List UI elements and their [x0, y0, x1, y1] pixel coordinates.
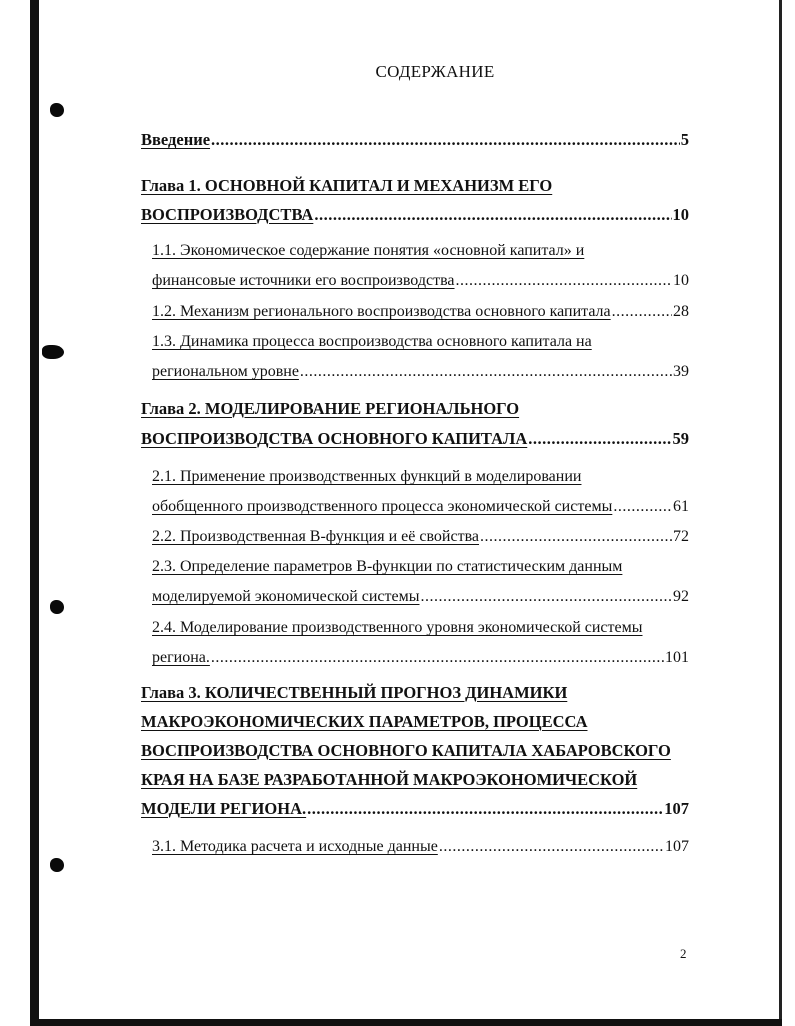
punch-hole-mark	[50, 858, 64, 872]
toc-entry-title: моделируемой экономической системы	[152, 588, 420, 605]
toc-chapter-2[interactable]	[141, 428, 689, 450]
toc-page-number: 39	[673, 363, 689, 380]
toc-entry-title: 1.2. Механизм регионального воспроизводства основного капитала	[152, 303, 611, 320]
toc-chapter-3[interactable]	[141, 798, 689, 820]
toc-section-2-4-title[interactable]: 2.4. Моделирование производственного уровня экономической системы	[152, 619, 643, 636]
toc-section-1-1-title[interactable]: 1.1. Экономическое содержание понятия «основной капитал» и	[152, 242, 585, 259]
toc-entry-title: МОДЕЛИ РЕГИОНА.	[141, 799, 307, 818]
toc-entry-title: ВОСПРОИЗВОДСТВА	[141, 205, 314, 224]
page-title: СОДЕРЖАНИЕ	[375, 62, 495, 81]
toc-entry-title: региональном уровне	[152, 363, 299, 380]
scan-border-bottom	[30, 1019, 782, 1026]
toc-leader-dots	[211, 647, 664, 669]
toc-leader-dots	[480, 526, 672, 548]
toc-page-number: 28	[673, 303, 689, 320]
toc-page-number: 10	[672, 205, 689, 224]
toc-chapter-3-title-line-4[interactable]: КРАЯ НА БАЗЕ РАЗРАБОТАННОЙ МАКРОЭКОНОМИЧЕСКОЙ	[141, 770, 638, 789]
toc-entry-title: 3.1. Методика расчета и исходные данные	[152, 838, 438, 855]
toc-section-1-1[interactable]	[152, 270, 689, 292]
toc-entry-title: финансовые источники его воспроизводства	[152, 272, 455, 289]
toc-section-2-3[interactable]	[152, 586, 689, 608]
toc-chapter-3-title-line-1[interactable]: Глава 3. КОЛИЧЕСТВЕННЫЙ ПРОГНОЗ ДИНАМИКИ	[141, 683, 568, 702]
toc-section-2-1[interactable]	[152, 496, 689, 518]
toc-leader-dots	[456, 270, 672, 292]
toc-section-3-1[interactable]	[152, 836, 689, 858]
page-number: 2	[680, 946, 687, 961]
toc-chapter-1[interactable]	[141, 204, 689, 226]
toc-entry-title: региона.	[152, 649, 210, 666]
toc-section-1-3[interactable]	[152, 361, 689, 383]
toc-page-number: 72	[673, 528, 689, 545]
toc-chapter-2-title[interactable]: Глава 2. МОДЕЛИРОВАНИЕ РЕГИОНАЛЬНОГО	[141, 399, 520, 418]
toc-chapter-3-title-line-3[interactable]: ВОСПРОИЗВОДСТВА ОСНОВНОГО КАПИТАЛА ХАБАРОВСКОГО	[141, 741, 671, 760]
toc-leader-dots	[300, 361, 672, 383]
toc-section-2-2[interactable]	[152, 526, 689, 548]
toc-section-1-2[interactable]	[152, 301, 689, 323]
toc-leader-dots	[421, 586, 673, 608]
toc-entry-intro[interactable]	[141, 129, 689, 151]
toc-section-1-3-title[interactable]: 1.3. Динамика процесса воспроизводства основного капитала на	[152, 333, 592, 350]
punch-hole-mark	[50, 600, 64, 614]
toc-page-number: 61	[673, 498, 689, 515]
toc-entry-title: Введение	[141, 130, 211, 149]
toc-leader-dots	[528, 428, 671, 450]
toc-page-number: 59	[672, 429, 689, 448]
punch-hole-mark	[42, 345, 64, 359]
toc-leader-dots	[314, 204, 671, 226]
toc-section-2-1-title[interactable]: 2.1. Применение производственных функций в моделировании	[152, 468, 582, 485]
toc-page-number: 101	[665, 649, 689, 666]
punch-hole-mark	[50, 103, 64, 117]
toc-leader-dots	[211, 129, 680, 151]
toc-leader-dots	[439, 836, 664, 858]
scan-border-right	[779, 0, 782, 1026]
toc-leader-dots	[307, 798, 663, 820]
toc-page-number: 5	[680, 130, 689, 149]
toc-section-2-3-title[interactable]: 2.3. Определение параметров В-функции по статистическим данным	[152, 558, 623, 575]
toc-entry-title: обобщенного производственного процесса экономической системы	[152, 498, 613, 515]
toc-page-number: 10	[673, 272, 689, 289]
toc-leader-dots	[612, 301, 672, 323]
toc-section-2-4[interactable]	[152, 647, 689, 669]
toc-entry-title: 2.2. Производственная В-функция и её свойства	[152, 528, 480, 545]
toc-chapter-3-title-line-2[interactable]: МАКРОЭКОНОМИЧЕСКИХ ПАРАМЕТРОВ, ПРОЦЕССА	[141, 712, 588, 731]
toc-entry-title: ВОСПРОИЗВОДСТВА ОСНОВНОГО КАПИТАЛА	[141, 429, 528, 448]
toc-chapter-1-title[interactable]: Глава 1. ОСНОВНОЙ КАПИТАЛ И МЕХАНИЗМ ЕГО	[141, 176, 553, 195]
toc-page-number: 107	[664, 799, 689, 818]
scan-border-left	[30, 0, 39, 1026]
toc-page-number: 107	[665, 838, 689, 855]
toc-leader-dots	[613, 496, 672, 518]
toc-page-number: 92	[673, 588, 689, 605]
